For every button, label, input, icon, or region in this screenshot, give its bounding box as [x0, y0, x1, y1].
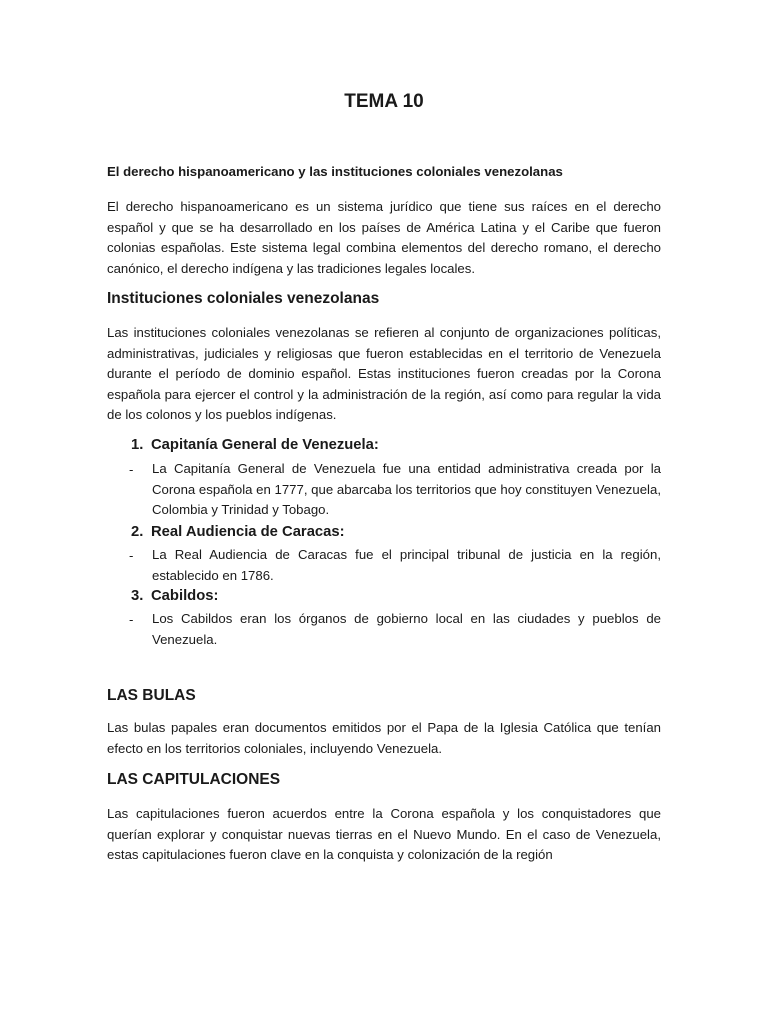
bulas-heading: LAS BULAS	[107, 687, 196, 704]
intro-paragraph: El derecho hispanoamericano es un sistema jurídico que tiene sus raíces en el derecho español y que se ha desarrollado en los países de América Latina y el Caribe que fueron colonias españolas. Este sistema legal combina elementos del derecho romano, el derecho canónico, el derecho indígena y las tradiciones legales locales.	[107, 199, 661, 276]
list-item-text: Los Cabildos eran los órganos de gobierno local en las ciudades y pueblos de Venezuela.	[152, 611, 661, 647]
capitulaciones-heading: LAS CAPITULACIONES	[107, 771, 281, 788]
bullet-dash: -	[129, 462, 134, 477]
bulas-paragraph: Las bulas papales eran documentos emitidos por el Papa de la Iglesia Católica que tenían efecto en los territorios coloniales, incluyendo Venezuela.	[107, 720, 661, 756]
list-item-title: Real Audiencia de Caracas:	[151, 524, 345, 540]
institutions-paragraph: Las instituciones coloniales venezolanas se refieren al conjunto de organizaciones políticas, administrativas, judiciales y religiosas que fueron establecidas en el territorio de Venezuela durante el período de dominio español. Estas instituciones fueron creadas por la Corona española para ejercer el control y la administración de la región, así como para regular la vida de los colonos y los pueblos indígenas.	[107, 325, 661, 422]
list-item-text: La Real Audiencia de Caracas fue el principal tribunal de justicia en la región, establecido en 1786.	[152, 547, 661, 583]
list-item-number: 1.	[131, 437, 144, 453]
list-item-text: La Capitanía General de Venezuela fue una entidad administrativa creada por la Corona española en 1777, que abarcaba los territorios que hoy constituyen Venezuela, Colombia y Trinidad y Tobago.	[152, 461, 661, 517]
capitulaciones-paragraph: Las capitulaciones fueron acuerdos entre la Corona española y los conquistadores que querían explorar y conquistar nuevas tierras en el Nuevo Mundo. En el caso de Venezuela, estas capitulaciones fueron clave en la conquista y colonización de la región	[107, 806, 661, 862]
list-item-number: 2.	[131, 524, 144, 540]
list-item-title: Cabildos:	[151, 588, 219, 604]
list-item-title: Capitanía General de Venezuela:	[151, 437, 379, 453]
list-item-number: 3.	[131, 588, 144, 604]
document-subtitle: El derecho hispanoamericano y las instituciones coloniales venezolanas	[107, 164, 563, 179]
institutions-heading: Instituciones coloniales venezolanas	[107, 290, 380, 307]
list-item-heading	[131, 524, 345, 540]
bullet-dash: -	[129, 612, 134, 627]
bullet-dash: -	[129, 548, 134, 563]
list-item-heading	[131, 437, 379, 453]
list-item-heading	[131, 588, 218, 604]
document-title: TEMA 10	[344, 91, 424, 112]
